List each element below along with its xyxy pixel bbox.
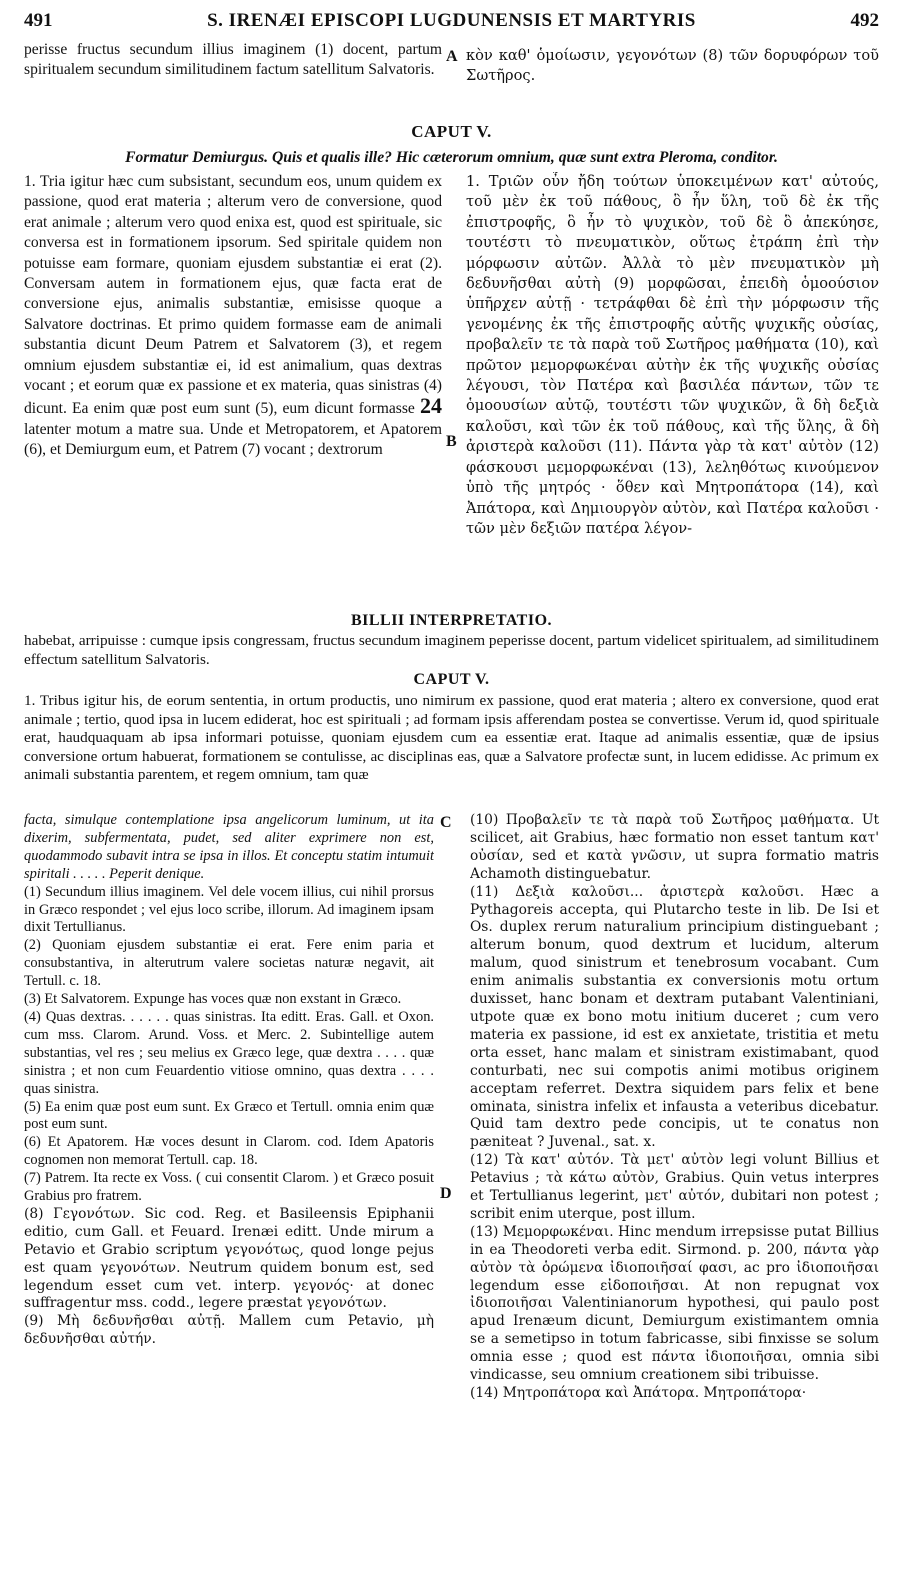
note-6: (6) Et Apatorem. Hæ voces desunt in Clarom. cod. Idem Apatoris cognomen non memorat Tertull. cap. 18. <box>24 1134 434 1169</box>
note-13: (13) Μεμορφωκέναι. Hinc mendum irrepsisse putat Billius in ea Theodoreti verba edit. Sirmond. p. 200, πάντα γὰρ αὐτὸν τὰ ὁρώμενα ἰδιοποιῆσαί φασι, ac pro ἰδιοποιῆσαι legendum esse εἰδοποιῆσαι. At non repugnat vox ἰδιοποιῆσαι Valentinianorum hypothesi, qui paulo post apud Irenæum dicunt, Demiurgum existimantem omnia se a semetipso in totum fabricasse, sibi finxisse se solum omnia esse ; quod est πάντα ἰδιοποιῆσαι, omnia sibi vindicasse, seu omnium creationem sibi tribuisse. <box>470 1223 879 1384</box>
billii-text-1: habebat, arripuisse : cumque ipsis congressam, fructus secundum imaginem peperisse docent, partum videlicet spiritualem, ad similitudinem effectum satellitum Salvatoris. <box>24 632 879 668</box>
page-number-left: 491 <box>24 10 53 31</box>
running-title: S. IRENÆI EPISCOPI LUGDUNENSIS ET MARTYRIS <box>207 10 696 31</box>
chapter-subtitle: Formatur Demiurgus. Quis et qualis ille? Hic cæterorum omnium, quæ sunt extra Pleroma, conditor. <box>125 149 778 166</box>
notes-right-column <box>470 812 879 1572</box>
latin-main-text <box>24 172 442 612</box>
margin-letter-d: D <box>440 1185 452 1202</box>
latin-paragraph-1-end: latenter motum a matre sua. Unde et Metropatorem, et Apatorem (6), et Demiurgum eum, et Patrem (7) vocant ; dextrorum <box>24 420 442 459</box>
margin-letter-b: B <box>446 433 457 450</box>
billii-text-2: 1. Tribus igitur his, de eorum sententia, in ortum productis, uno nimirum ex passione, quod erat materia ; altero ex conversione, quod erat animale ; tertio, quod ipsa in lucem ediderat, hoc est spirituali ; ad formam ipsis afferendam postea se convertisse. Verum id, quod spirituale erat, haudquaquam ab ipsa informari potuisse, quoniam ejusdem cum ea essentiæ erat. Itaque ad animalis essentiæ, quæ de ipsius conversione ortum habuerat, formationem se contulisse, ac disciplinas eas, quæ a Salvatore profectæ sunt, in lucem edidisse. Ac primum ex animali substantia parentem, et regem omnium, tam quæ <box>24 692 879 783</box>
note-intro: facta, simulque contemplatione ipsa angelicorum luminum, ut ita dixerim, subfermentata, pudet, sed aliter exprimere non est, quodammodo subavit intra se ipsa in illos. Et conceptu statim intumuit spiritali . . . . . Peperit denique. <box>24 812 434 882</box>
note-8: (8) Γεγονότων. Sic cod. Reg. et Basileensis Epiphanii editio, cum Gall. et Feuard. Irenæi editt. Unde mirum a Petavio et Grabio scriptum γεγονότως, quod longe pejus est quam γεγονότων. Neutrum quidem bonum est, sed legendum esset cum vet. interp. γεγονός· at donec suffragentur mss. codd., legere præstat γεγονότων. <box>24 1205 434 1312</box>
latin-paragraph-1: 1. Tria igitur hæc cum subsistant, secundum eos, unum quidem ex passione, quod erat materia ; alterum vero de conversione, quod erat animale ; alterum vero quod enixa est, quod est spirituale, sic conversa est in formationem ipsorum. Sed spiritale quidem non potuisse eam formare, quoniam ejusdem substantiæ ei erat (2). Conversam autem in formationem ejus, quæ facta erat de conversione ejus, animalis substantiæ, emisisse quoque a Salvatore doctrinas. Et primo quidem formasse eam de animali substantia dicunt Deum Patrem et Salvatorem (3), et regem omnium ejusdem substantiæ ei, id est animalium, quas dextras vocant ; et eorum quæ ex passione et ex materia, quas sinistras (4) dicunt. Ea enim quæ post eum sunt (5), eum dicunt formasse <box>24 173 442 418</box>
notes-left-column <box>24 812 434 1572</box>
billii-caput-heading: CAPUT V. <box>413 671 490 688</box>
chapter-heading: CAPUT V. <box>411 122 492 141</box>
note-7: (7) Patrem. Ita recte ex Voss. ( cui consentit Clarom. ) et Græco posuit Grabius pro fratrem. <box>24 1170 434 1205</box>
note-11: (11) Δεξιὰ καλοῦσι... ἀριστερὰ καλοῦσι. Hæc a Pythagoreis accepta, qui Plutarcho teste in lib. De Isi et Os. duplex rerum naturalium principium distinguebant ; alterum bonum, quod dextrum et lucidum, alterum malum, quod sinistrum et tenebrosum vocabant. Cum enim animalis substantia ex conversionis motu ortum duxisset, hanc bonam et dextram putabant Valentiniani, utpote quæ ex bono motu initium duceret ; cum vero materia ex passione, id est ex anxietate, tristitia et metu orta esset, hanc malam et sinistram existimabant, quod conturbati, nec sui compotis animi motibus originem acceptam referret. Dextra siquidem pars felix et bene ominata, sinistra infelix et infausta a veteribus dicebatur. Quid tam dextro pede concipis, ut te conatus non pæniteat ? Juvenal., sat. x. <box>470 883 879 1151</box>
note-4: (4) Quas dextras. . . . . . quas sinistras. Ita editt. Eras. Gall. et Oxon. cum mss. Clarom. Arund. Voss. et Merc. 2. Subintellige autem substantias, vel res ; seu melius ex Græco lege, quæ dextra . . . . quæ sinistra ; et non cum Feuardentio vitiose omnino, quas dextra . . . . quas sinistra. <box>24 1008 434 1097</box>
billii-heading: BILLII INTERPRETATIO. <box>350 612 553 629</box>
note-10: (10) Προβαλεῖν τε τὰ παρὰ τοῦ Σωτῆρος μαθήματα. Ut scilicet, ait Grabius, hæc formatio non esset tantum κατ' οὐσίαν, sed et κατὰ γνῶσιν, ut supra formatio matris Achamoth distinguebatur. <box>470 812 879 882</box>
page-number-right: 492 <box>850 10 879 31</box>
note-12: (12) Τὰ κατ' αὐτόν. Τὰ μετ' αὐτὸν legi volunt Billius et Petavius ; τὰ κάτω αὐτὸν, Grabius. Quin vetus interpres et Tertullianus legerint, μετ' αὐτόν, dubitari non potest ; scribit enim uterque, post illum. <box>470 1152 879 1222</box>
greek-continuation: κὸν καθ' ὁμοίωσιν, γεγονότων (8) τῶν δορυφόρων τοῦ Σωτῆρος. <box>466 47 879 85</box>
note-9: (9) Μὴ δεδυνῆσθαι αὐτῇ. Mallem cum Petavio, μὴ δεδυνῆσθαι αὐτήν. <box>24 1313 434 1348</box>
margin-letter-c: C <box>440 814 452 831</box>
note-14: (14) Μητροπάτορα καὶ Ἀπάτορα. Μητροπάτορα· <box>470 1385 807 1401</box>
latin-big-number: 24 <box>420 393 442 419</box>
running-head <box>24 10 879 36</box>
margin-letter-a: A <box>446 48 458 65</box>
note-3: (3) Et Salvatorem. Expunge has voces quæ non exstant in Græco. <box>24 991 402 1008</box>
greek-main-text: 1. Τριῶν οὖν ἤδη τούτων ὑποκειμένων κατ' αὐτούς, τοῦ μὲν ἐκ τοῦ πάθους, ὃ ἦν ὕλη, τοῦ δὲ ἐκ τῆς ἐπιστροφῆς, ὃ ἦν τὸ ψυχικὸν, τοῦ δὲ ὃ ἀπεκύησε, τουτέστι τὸ πνευματικὸν, οὕτως ἐτράπη ἐπὶ τὴν μόρφωσιν αὐτῶν. Ἀλλὰ τὸ μὲν πνευματικὸν μὴ δεδυνῆσθαι αὐτὴ (9) μορφῶσαι, ἐπειδὴ ὁμοούσιον ὑπῆρχεν αὐτῇ · τετράφθαι δὲ ἐπὶ τὴν μόρφωσιν τῆς γενομένης ἐκ τῆς ἐπιστροφῆς αὐτῆς ψυχικῆς οὐσίας, προβαλεῖν τε τὰ παρὰ τοῦ Σωτῆρος μαθήματα (10), καὶ πρῶτον μεμορφωκέναι αὐτὴν ἐκ τῆς ψυχικῆς οὐσίας λέγουσι, τὸν Πατέρα καὶ βασιλέα πάντων, τῶν τε ὁμοουσίων αὐτῷ, τουτέστι τῶν ψυχικῶν, ἃ δὴ δεξιὰ καλοῦσι, καὶ τῶν ἐκ τοῦ πάθους, καὶ τῆς ὕλης, ἃ δὴ ἀριστερὰ καλοῦσι (11). Πάντα γὰρ τὰ κατ' αὐτὸν (12) φάσκουσι μεμορφωκέναι (13), λεληθότως κινούμενον ὑπὸ τῆς μητρός · ὅθεν καὶ Μητροπάτορα (14), καὶ Ἀπάτορα, καὶ Δημιουργὸν αὐτὸν, καὶ Πατέρα καλοῦσι · τῶν μὲν δεξιῶν πατέρα λέγον- <box>466 173 879 537</box>
latin-continuation: perisse fructus secundum illius imaginem (1) docent, partum spiritualem secundum similitudinem factum satellitum Salvatoris. <box>24 41 442 79</box>
note-5: (5) Ea enim quæ post eum sunt. Ex Græco et Tertull. omnia enim quæ post eum sunt. <box>24 1098 434 1133</box>
note-2: (2) Quoniam ejusdem substantiæ ei erat. Fere enim paria et consubstantiva, in alterutrum valere societas naturæ negavit, ait Tertull. c. 18. <box>24 937 434 990</box>
note-1: (1) Secundum illius imaginem. Vel dele vocem illius, cui nihil prorsus in Græco respondet ; vel ejus loco scribe, illorum. Ad imaginem ipsam dixit Tertullianus. <box>24 883 434 936</box>
